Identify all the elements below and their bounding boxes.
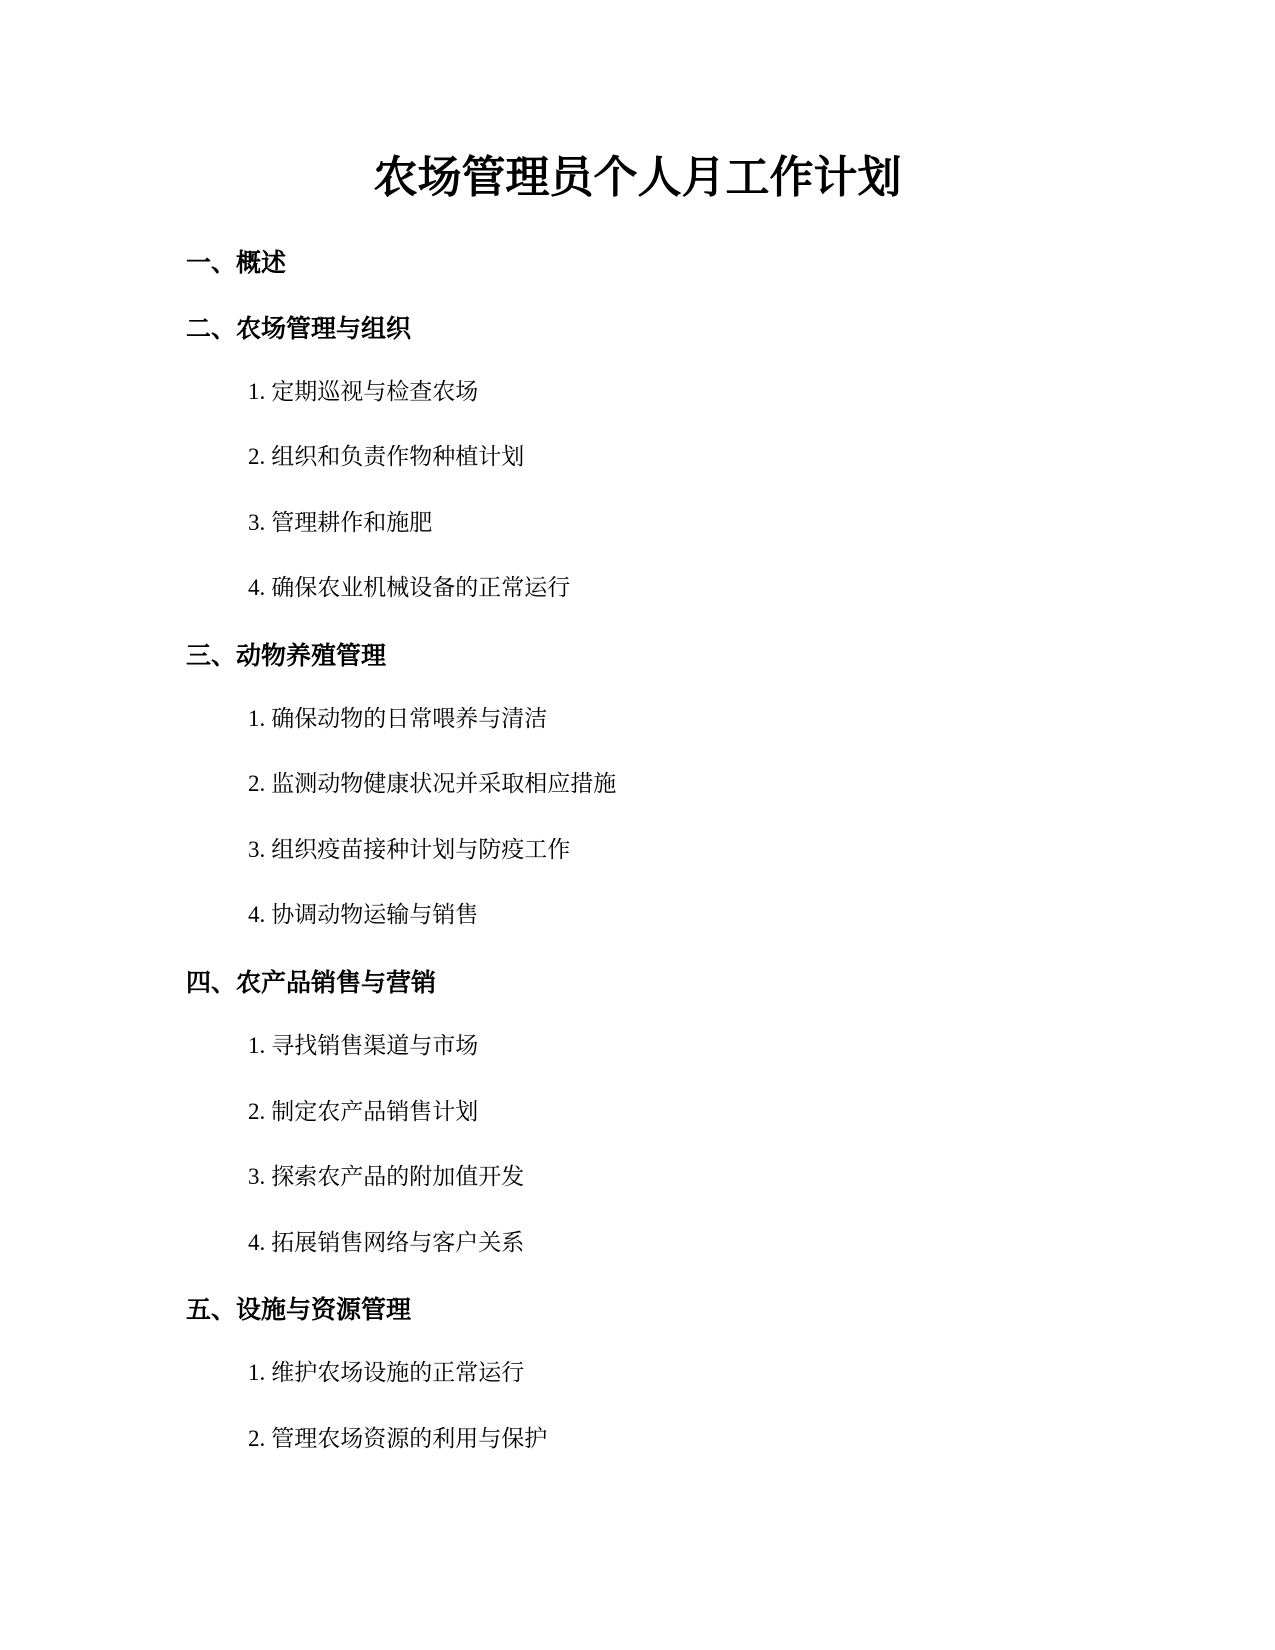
list-item (248, 834, 570, 866)
list-item (248, 1423, 547, 1455)
list-item (248, 507, 432, 539)
section-heading-sales-marketing: 四、农产品销售与营销 (186, 968, 437, 997)
list-item-text: 寻找销售渠道与市场 (271, 1033, 479, 1059)
list-item-text: 确保农业机械设备的正常运行 (271, 575, 571, 601)
list-item-number: 1. (248, 379, 266, 404)
list-item-number: 3. (248, 1164, 266, 1189)
list-item (248, 1030, 478, 1062)
list-item-number: 2. (248, 771, 266, 796)
list-item-number: 4. (248, 575, 266, 600)
list-item-text: 协调动物运输与销售 (271, 902, 479, 928)
list-item (248, 1357, 524, 1389)
list-item (248, 899, 478, 931)
list-item-number: 3. (248, 837, 266, 862)
section-heading-animal-husbandry: 三、动物养殖管理 (186, 641, 387, 670)
list-item-number: 4. (248, 902, 266, 927)
list-item-text: 组织疫苗接种计划与防疫工作 (271, 837, 571, 863)
list-item (248, 768, 616, 800)
list-item (248, 1227, 524, 1259)
list-item-text: 定期巡视与检查农场 (271, 379, 479, 405)
list-item-number: 2. (248, 444, 266, 469)
list-item-text: 管理耕作和施肥 (271, 510, 433, 536)
section-heading-facilities-resources: 五、设施与资源管理 (186, 1295, 412, 1324)
list-item-number: 1. (248, 706, 266, 731)
list-item (248, 572, 570, 604)
list-item-number: 2. (248, 1099, 266, 1124)
page-title: 农场管理员个人月工作计划 (373, 152, 902, 203)
list-item-text: 确保动物的日常喂养与清洁 (271, 706, 548, 732)
list-item (248, 441, 524, 473)
list-item (248, 1096, 478, 1128)
section-heading-overview: 一、概述 (186, 248, 287, 277)
list-item-text: 制定农产品销售计划 (271, 1099, 479, 1125)
section-heading-farm-management: 二、农场管理与组织 (186, 314, 412, 343)
list-item (248, 376, 478, 408)
list-item-text: 维护农场设施的正常运行 (271, 1360, 525, 1386)
list-item-text: 拓展销售网络与客户关系 (271, 1230, 525, 1256)
list-item-number: 1. (248, 1360, 266, 1385)
list-item (248, 1161, 524, 1193)
list-item-text: 监测动物健康状况并采取相应措施 (271, 771, 617, 797)
list-item-number: 4. (248, 1230, 266, 1255)
list-item-text: 组织和负责作物种植计划 (271, 444, 525, 470)
list-item-number: 3. (248, 510, 266, 535)
list-item-text: 管理农场资源的利用与保护 (271, 1426, 548, 1452)
list-item-number: 2. (248, 1426, 266, 1451)
list-item-text: 探索农产品的附加值开发 (271, 1164, 525, 1190)
list-item (248, 703, 547, 735)
list-item-number: 1. (248, 1033, 266, 1058)
